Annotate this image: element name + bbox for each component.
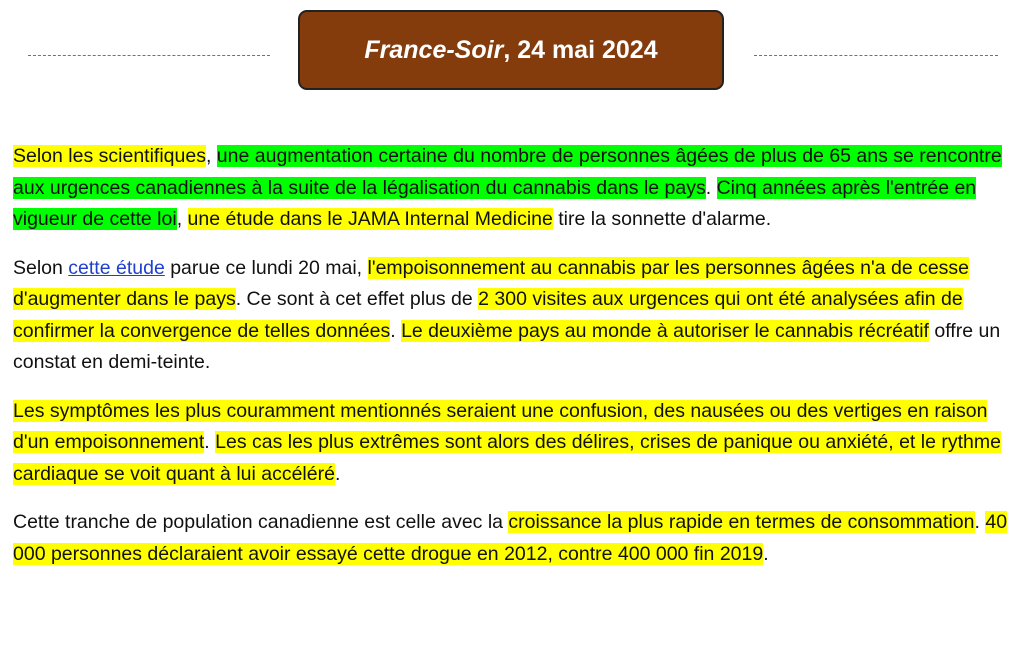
study-link[interactable]: cette étude bbox=[68, 256, 165, 279]
text-segment: , bbox=[176, 208, 188, 230]
article-date: , 24 mai 2024 bbox=[503, 35, 658, 64]
highlighted-text-yellow: croissance la plus rapide en termes de consommation bbox=[508, 511, 975, 533]
text-segment: offre un constat en demi-teinte. bbox=[13, 319, 1001, 373]
highlighted-text-yellow: Selon les scientifiques bbox=[13, 145, 206, 167]
highlighted-text-green: une augmentation certaine du nombre de personnes âgées de plus de 65 ans se rencontre aux urgences canadiennes à la suite de la légalisation du cannabis dans le pays bbox=[13, 145, 1002, 199]
text-segment: . bbox=[204, 431, 216, 453]
text-segment: . Ce sont à cet effet plus de bbox=[235, 288, 479, 310]
text-segment: , bbox=[205, 145, 217, 167]
highlighted-text-yellow: 40 000 personnes déclaraient avoir essayé cette drogue en 2012, contre 400 000 fin 2019 bbox=[13, 511, 1008, 565]
decorative-dashed-rule-right bbox=[754, 55, 998, 56]
article-paragraph bbox=[13, 396, 1013, 491]
article-paragraph bbox=[13, 253, 1013, 379]
highlighted-text-green: Cinq années après l'entrée en vigueur de cette loi bbox=[13, 176, 977, 230]
article-body bbox=[13, 141, 1013, 587]
highlighted-text-yellow: Les symptômes les plus couramment mentionnés seraient une confusion, des nausées ou des vertiges en raison d'un empoisonnement bbox=[13, 399, 988, 453]
newspaper-name: France-Soir bbox=[364, 35, 504, 64]
text-segment: . bbox=[763, 542, 769, 565]
text-segment: . bbox=[705, 176, 717, 199]
article-source-header bbox=[298, 10, 724, 90]
text-segment: . bbox=[390, 319, 402, 342]
highlighted-text-yellow: Les cas les plus extrêmes sont alors des délires, crises de panique ou anxiété, et le rythme cardiaque se voit quant à lui accéléré bbox=[13, 431, 1001, 485]
text-segment: . bbox=[974, 511, 986, 533]
highlighted-text-yellow: 2 300 visites aux urgences qui ont été analysées afin de confirmer la convergence de telles données bbox=[13, 288, 963, 342]
highlighted-text-yellow: l'empoisonnement au cannabis par les personnes âgées n'a de cesse d'augmenter dans le pays bbox=[13, 256, 970, 310]
text-segment: . bbox=[334, 462, 341, 485]
article-paragraph bbox=[13, 507, 1013, 570]
decorative-dashed-rule-left bbox=[28, 55, 270, 56]
text-segment: Cette tranche de population canadienne est celle avec la bbox=[13, 511, 509, 533]
text-segment: Selon bbox=[13, 256, 69, 279]
highlighted-text-yellow: Le deuxième pays au monde à autoriser le cannabis récréatif bbox=[401, 319, 929, 342]
text-segment: tire la sonnette d'alarme. bbox=[552, 208, 772, 230]
text-segment: parue ce lundi 20 mai bbox=[164, 256, 357, 279]
highlighted-text-yellow: une étude dans le JAMA Internal Medicine bbox=[187, 208, 553, 230]
article-paragraph bbox=[13, 141, 1013, 236]
text-segment: , bbox=[356, 256, 368, 279]
